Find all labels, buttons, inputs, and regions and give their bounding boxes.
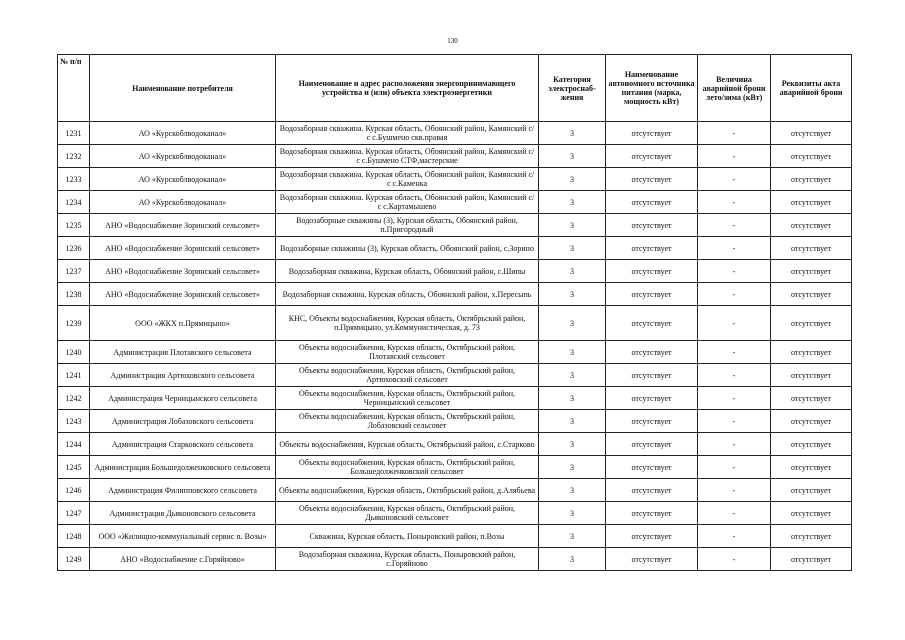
table-row bbox=[58, 387, 852, 410]
cell-reserve: - bbox=[698, 145, 771, 168]
cell-object: Скважина, Курская область, Поныровский район, п.Возы bbox=[276, 525, 539, 548]
cell-num: 1248 bbox=[58, 525, 90, 548]
table-header-row bbox=[58, 55, 852, 122]
cell-act: отсутствует bbox=[771, 168, 852, 191]
cell-consumer: АНО «Водоснабжение Зоринский сельсовет» bbox=[90, 260, 276, 283]
cell-act: отсутствует bbox=[771, 145, 852, 168]
cell-category: 3 bbox=[539, 122, 606, 145]
cell-category: 3 bbox=[539, 341, 606, 364]
cell-num: 1234 bbox=[58, 191, 90, 214]
header-consumer: Наименование потребителя bbox=[90, 55, 276, 122]
cell-category: 3 bbox=[539, 306, 606, 341]
cell-consumer: АО «Курскоблводоканал» bbox=[90, 191, 276, 214]
cell-consumer: ООО «Жилищно-коммунальный сервис п. Возы» bbox=[90, 525, 276, 548]
cell-object: Объекты водоснабжения, Курская область, Октябрьский район, Дьяконовский сельсовет bbox=[276, 502, 539, 525]
cell-category: 3 bbox=[539, 387, 606, 410]
cell-category: 3 bbox=[539, 214, 606, 237]
table-row bbox=[58, 525, 852, 548]
cell-source: отсутствует bbox=[606, 479, 698, 502]
cell-reserve: - bbox=[698, 341, 771, 364]
cell-object: Водозаборная скважина. Курская область, Обоянский район, Камянский с/с с.Картамышево bbox=[276, 191, 539, 214]
cell-reserve: - bbox=[698, 283, 771, 306]
cell-num: 1237 bbox=[58, 260, 90, 283]
cell-num: 1238 bbox=[58, 283, 90, 306]
cell-category: 3 bbox=[539, 260, 606, 283]
cell-act: отсутствует bbox=[771, 364, 852, 387]
header-category: Категория электроснаб-жения bbox=[539, 55, 606, 122]
cell-object: Объекты водоснабжения, Курская область, Октябрьский район, Черницынский сельсовет bbox=[276, 387, 539, 410]
table-row bbox=[58, 364, 852, 387]
cell-object: Водозаборные скважины (3), Курская область, Обоянский район, с.Зорино bbox=[276, 237, 539, 260]
cell-source: отсутствует bbox=[606, 168, 698, 191]
cell-num: 1231 bbox=[58, 122, 90, 145]
cell-source: отсутствует bbox=[606, 525, 698, 548]
table-row bbox=[58, 341, 852, 364]
cell-act: отсутствует bbox=[771, 191, 852, 214]
table-row bbox=[58, 502, 852, 525]
table-row bbox=[58, 145, 852, 168]
cell-num: 1241 bbox=[58, 364, 90, 387]
cell-category: 3 bbox=[539, 479, 606, 502]
cell-num: 1249 bbox=[58, 548, 90, 571]
cell-category: 3 bbox=[539, 364, 606, 387]
cell-source: отсутствует bbox=[606, 548, 698, 571]
cell-act: отсутствует bbox=[771, 306, 852, 341]
cell-source: отсутствует bbox=[606, 456, 698, 479]
cell-consumer: АО «Курскоблводоканал» bbox=[90, 168, 276, 191]
cell-source: отсутствует bbox=[606, 214, 698, 237]
cell-num: 1245 bbox=[58, 456, 90, 479]
cell-consumer: АО «Курскоблводоканал» bbox=[90, 122, 276, 145]
cell-category: 3 bbox=[539, 433, 606, 456]
cell-num: 1243 bbox=[58, 410, 90, 433]
table-row bbox=[58, 306, 852, 341]
cell-consumer: Администрация Черницынского сельсовета bbox=[90, 387, 276, 410]
cell-consumer: АНО «Водоснабжение Зоринский сельсовет» bbox=[90, 283, 276, 306]
cell-reserve: - bbox=[698, 364, 771, 387]
table-row bbox=[58, 479, 852, 502]
cell-reserve: - bbox=[698, 214, 771, 237]
cell-category: 3 bbox=[539, 502, 606, 525]
cell-object: Водозаборная скважина. Курская область, Обоянский район, Камянский с/с с.Бушмено скв.правая bbox=[276, 122, 539, 145]
cell-object: Объекты водоснабжения, Курская область, Октябрьский район, Плотавский сельсовет bbox=[276, 341, 539, 364]
cell-reserve: - bbox=[698, 237, 771, 260]
cell-object: Водозаборная скважина, Курская область, Поныровский район, с.Горяйново bbox=[276, 548, 539, 571]
cell-act: отсутствует bbox=[771, 525, 852, 548]
cell-category: 3 bbox=[539, 168, 606, 191]
table-row bbox=[58, 191, 852, 214]
cell-act: отсутствует bbox=[771, 456, 852, 479]
cell-reserve: - bbox=[698, 548, 771, 571]
table-row bbox=[58, 283, 852, 306]
cell-reserve: - bbox=[698, 502, 771, 525]
cell-object: Водозаборная скважина. Курская область, Обоянский район, Камянский с/с с.Бушмено СТФ,мастерские bbox=[276, 145, 539, 168]
cell-num: 1240 bbox=[58, 341, 90, 364]
cell-object: Водозаборная скважина, Курская область, Обоянский район, с.Шипы bbox=[276, 260, 539, 283]
cell-category: 3 bbox=[539, 548, 606, 571]
cell-act: отсутствует bbox=[771, 410, 852, 433]
cell-object: Водозаборная скважина, Курская область, Обоянский район, х.Пересыпь bbox=[276, 283, 539, 306]
cell-source: отсутствует bbox=[606, 410, 698, 433]
cell-consumer: Администрация Плотавского сельсовета bbox=[90, 341, 276, 364]
cell-num: 1244 bbox=[58, 433, 90, 456]
cell-source: отсутствует bbox=[606, 341, 698, 364]
header-source: Наименование автономного источника питания (марка, мощность кВт) bbox=[606, 55, 698, 122]
cell-source: отсутствует bbox=[606, 306, 698, 341]
cell-act: отсутствует bbox=[771, 283, 852, 306]
cell-category: 3 bbox=[539, 456, 606, 479]
cell-act: отсутствует bbox=[771, 548, 852, 571]
cell-category: 3 bbox=[539, 191, 606, 214]
cell-object: КНС, Объекты водоснабжения, Курская область, Октябрьский район, п.Прямицыно, ул.Коммунистическая, д. 73 bbox=[276, 306, 539, 341]
cell-act: отсутствует bbox=[771, 502, 852, 525]
cell-consumer: Администрация Большедолженковского сельсовета bbox=[90, 456, 276, 479]
header-reserve: Величина аварийной брони лето/зима (кВт) bbox=[698, 55, 771, 122]
cell-source: отсутствует bbox=[606, 260, 698, 283]
table-row bbox=[58, 168, 852, 191]
cell-act: отсутствует bbox=[771, 433, 852, 456]
cell-object: Объекты водоснабжения, Курская область, Октябрьский район, Большедолженковский сельсовет bbox=[276, 456, 539, 479]
cell-reserve: - bbox=[698, 479, 771, 502]
cell-source: отсутствует bbox=[606, 364, 698, 387]
cell-category: 3 bbox=[539, 145, 606, 168]
cell-category: 3 bbox=[539, 237, 606, 260]
cell-consumer: АНО «Водоснабжение Зоринский сельсовет» bbox=[90, 214, 276, 237]
cell-num: 1232 bbox=[58, 145, 90, 168]
cell-category: 3 bbox=[539, 410, 606, 433]
cell-reserve: - bbox=[698, 260, 771, 283]
cell-source: отсутствует bbox=[606, 191, 698, 214]
cell-act: отсутствует bbox=[771, 237, 852, 260]
cell-num: 1247 bbox=[58, 502, 90, 525]
cell-act: отсутствует bbox=[771, 122, 852, 145]
cell-reserve: - bbox=[698, 456, 771, 479]
cell-reserve: - bbox=[698, 168, 771, 191]
cell-consumer: ООО «ЖКХ п.Прямицыно» bbox=[90, 306, 276, 341]
cell-object: Объекты водоснабжения, Курская область, Октябрьский район, д.Алябьева bbox=[276, 479, 539, 502]
cell-num: 1233 bbox=[58, 168, 90, 191]
cell-reserve: - bbox=[698, 433, 771, 456]
cell-num: 1246 bbox=[58, 479, 90, 502]
cell-source: отсутствует bbox=[606, 433, 698, 456]
cell-source: отсутствует bbox=[606, 502, 698, 525]
cell-consumer: АНО «Водоснабжение Зоринский сельсовет» bbox=[90, 237, 276, 260]
cell-object: Объекты водоснабжения, Курская область, Октябрьский район, Лобазовский сельсовет bbox=[276, 410, 539, 433]
table-row bbox=[58, 456, 852, 479]
header-object: Наименование и адрес расположения энергопринимающего устройства и (или) объекта электроэнергетики bbox=[276, 55, 539, 122]
cell-object: Объекты водоснабжения, Курская область, Октябрьский район, Артюховский сельсовет bbox=[276, 364, 539, 387]
table-row bbox=[58, 433, 852, 456]
cell-source: отсутствует bbox=[606, 237, 698, 260]
cell-source: отсутствует bbox=[606, 283, 698, 306]
header-act: Реквизиты акта аварийной брони bbox=[771, 55, 852, 122]
table-row bbox=[58, 548, 852, 571]
header-number: № п/п bbox=[58, 55, 90, 122]
cell-category: 3 bbox=[539, 283, 606, 306]
cell-object: Водозаборная скважина. Курская область, Обоянский район, Камянский с/с с.Каменка bbox=[276, 168, 539, 191]
cell-source: отсутствует bbox=[606, 145, 698, 168]
cell-reserve: - bbox=[698, 525, 771, 548]
cell-reserve: - bbox=[698, 306, 771, 341]
cell-num: 1235 bbox=[58, 214, 90, 237]
page-number: 130 bbox=[447, 37, 458, 45]
cell-reserve: - bbox=[698, 122, 771, 145]
cell-category: 3 bbox=[539, 525, 606, 548]
cell-act: отсутствует bbox=[771, 260, 852, 283]
table-row bbox=[58, 410, 852, 433]
cell-consumer: Администрация Дьяконовского сельсовета bbox=[90, 502, 276, 525]
cell-consumer: АО «Курскоблводоканал» bbox=[90, 145, 276, 168]
table-body bbox=[58, 122, 852, 571]
table-row bbox=[58, 237, 852, 260]
table-row bbox=[58, 260, 852, 283]
cell-num: 1236 bbox=[58, 237, 90, 260]
cell-reserve: - bbox=[698, 387, 771, 410]
cell-act: отсутствует bbox=[771, 214, 852, 237]
cell-reserve: - bbox=[698, 191, 771, 214]
table-row bbox=[58, 122, 852, 145]
cell-num: 1242 bbox=[58, 387, 90, 410]
cell-source: отсутствует bbox=[606, 122, 698, 145]
table-row bbox=[58, 214, 852, 237]
emergency-reserve-table bbox=[57, 54, 852, 571]
cell-reserve: - bbox=[698, 410, 771, 433]
cell-consumer: Администрация Филипповского сельсовета bbox=[90, 479, 276, 502]
cell-num: 1239 bbox=[58, 306, 90, 341]
cell-consumer: Администрация Старковского сельсовета bbox=[90, 433, 276, 456]
cell-act: отсутствует bbox=[771, 387, 852, 410]
cell-object: Объекты водоснабжения, Курская область, Октябрьский район, с.Старково bbox=[276, 433, 539, 456]
cell-source: отсутствует bbox=[606, 387, 698, 410]
cell-consumer: АНО «Водоснабжение с.Горяйново» bbox=[90, 548, 276, 571]
cell-object: Водозаборные скважины (3), Курская область, Обоянский район, п.Пригородный bbox=[276, 214, 539, 237]
cell-act: отсутствует bbox=[771, 479, 852, 502]
cell-consumer: Администрация Лобазовского сельсовета bbox=[90, 410, 276, 433]
cell-consumer: Администрация Артюховского сельсовета bbox=[90, 364, 276, 387]
cell-act: отсутствует bbox=[771, 341, 852, 364]
